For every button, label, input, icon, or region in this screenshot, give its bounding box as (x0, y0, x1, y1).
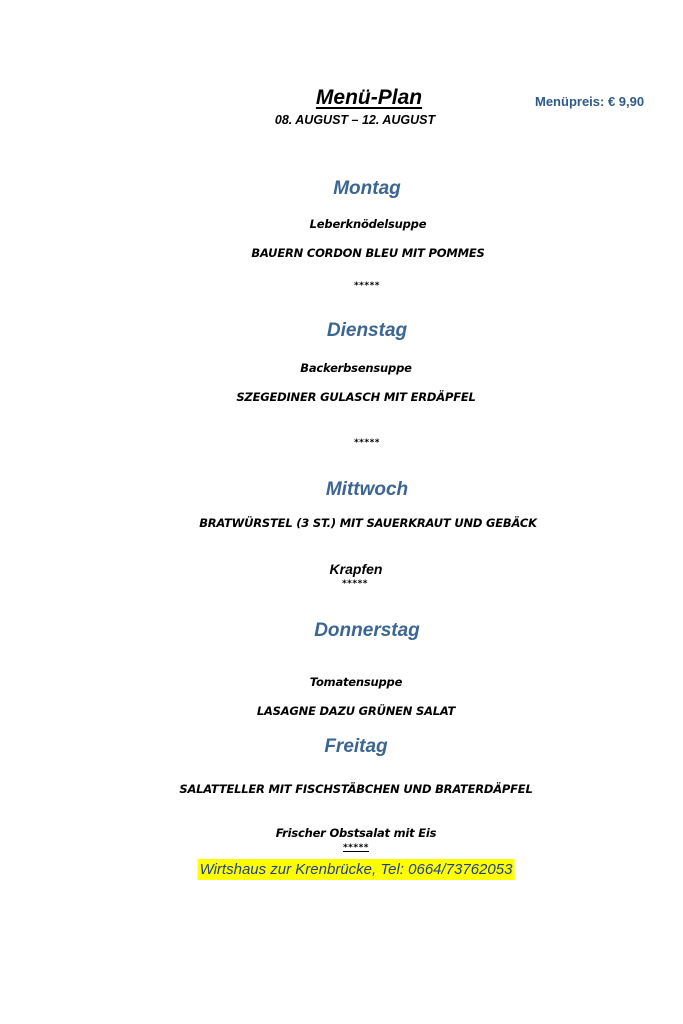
restaurant-contact: Wirtshaus zur Krenbrücke, Tel: 0664/73762053 (199, 861, 513, 878)
day-heading-mittwoch: Mittwoch (325, 479, 409, 500)
donnerstag-main: LASAGNE DAZU GRÜNEN SALAT (256, 704, 456, 718)
freitag-separator: ***** (342, 843, 370, 853)
day-heading-dienstag: Dienstag (326, 320, 408, 341)
montag-main: BAUERN CORDON BLEU MIT POMMES (251, 246, 485, 260)
donnerstag-soup: Tomatensuppe (309, 675, 403, 689)
mittwoch-dessert: Krapfen (329, 561, 383, 577)
day-heading-montag: Montag (333, 178, 401, 199)
day-heading-freitag: Freitag (324, 736, 388, 757)
page-title: Menü-Plan (315, 86, 423, 109)
dienstag-separator: ***** (353, 438, 381, 448)
freitag-dessert: Frischer Obstsalat mit Eis (275, 826, 437, 840)
montag-separator: ***** (353, 281, 381, 291)
mittwoch-main: BRATWÜRSTEL (3 ST.) MIT SAUERKRAUT UND GEBÄCK (199, 516, 537, 530)
dienstag-main: SZEGEDINER GULASCH MIT ERDÄPFEL (236, 390, 476, 404)
mittwoch-separator: ***** (341, 579, 369, 589)
menu-price: Menüpreis: € 9,90 (535, 94, 645, 109)
dienstag-soup: Backerbsensuppe (300, 361, 412, 375)
date-range: 08. AUGUST – 12. AUGUST (274, 113, 436, 127)
freitag-main: SALATTELLER MIT FISCHSTÄBCHEN UND BRATERDÄPFEL (179, 782, 533, 796)
day-heading-donnerstag: Donnerstag (314, 620, 420, 641)
montag-soup: Leberknödelsuppe (309, 217, 427, 231)
